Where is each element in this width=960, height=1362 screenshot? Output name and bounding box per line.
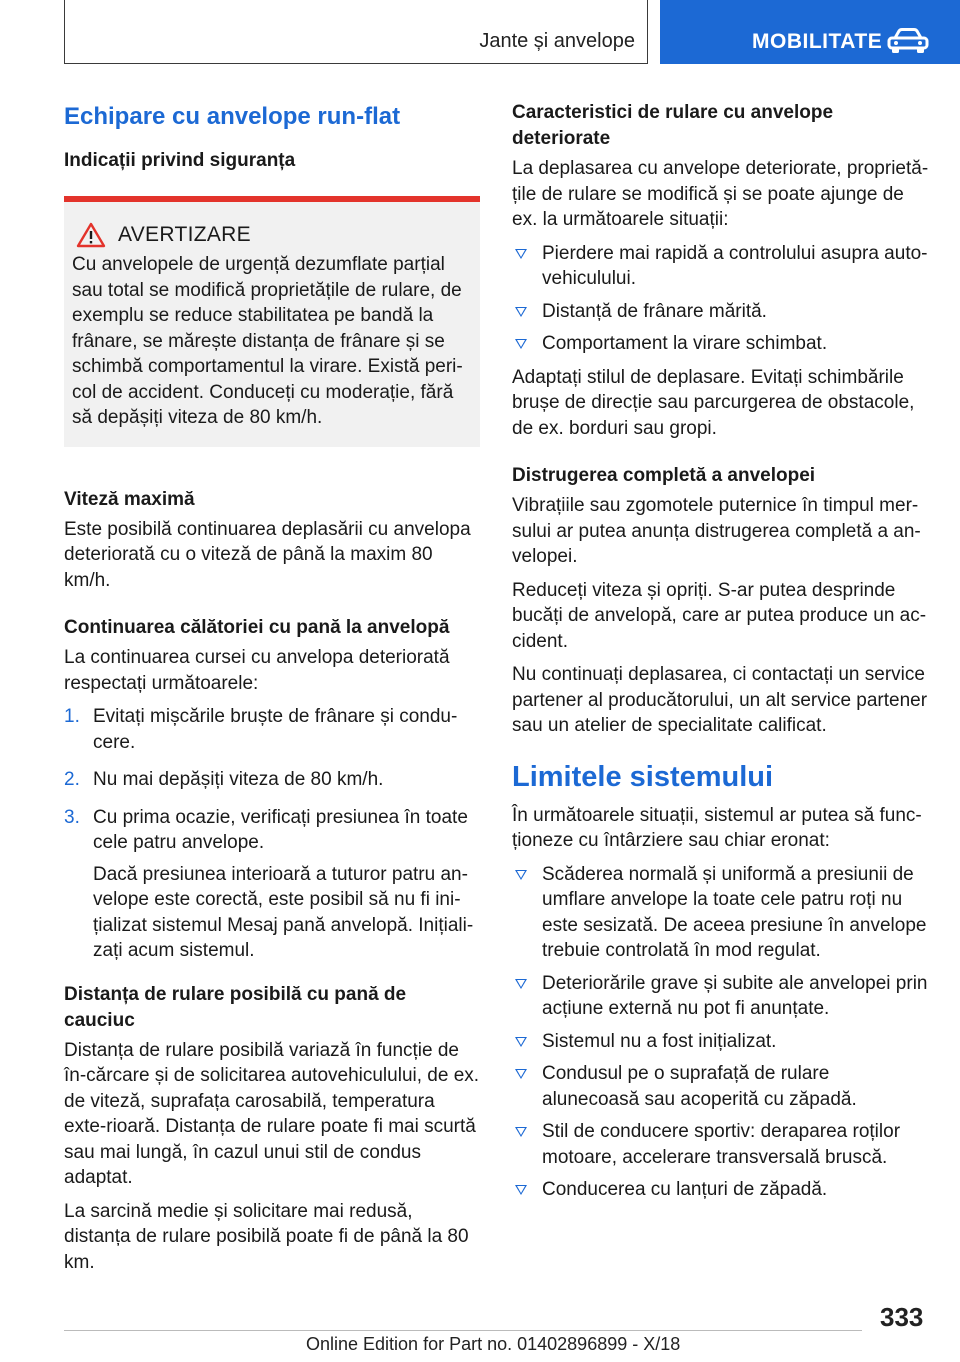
warning-title: AVERTIZARE: [118, 223, 251, 246]
destruction-title: Distrugerea completă a anvelopei: [512, 465, 816, 486]
list-item: Pierdere mai rapidă a controlului asupra auto-vehiculului.: [512, 241, 930, 292]
continue-trip-intro: La continuarea cursei cu anvelopa deteriorată respectați următoarele:: [64, 647, 450, 694]
safety-heading: Indicații privind siguranța: [64, 150, 296, 171]
car-icon: [886, 27, 930, 55]
continue-trip-title: Continuarea călătoriei cu pană la anvelopă: [64, 617, 450, 638]
list-item: Stil de conducere sportiv: deraparea roților motoare, accelerare transversală bruscă.: [512, 1119, 930, 1170]
warning-text: Cu anvelopele de urgență dezumflate parțial sau total se modifică proprietățile de rulare, de exemplu se reduce stabilitatea pe bandă la frânare, se mărește distanța de frânare și se schimbă comportamentul la virare. Există peri-col de accident. Conduceți cu moderație, fără să depășiți viteza de 80 km/h.: [72, 254, 463, 428]
step-text: Nu mai depășiți viteza de 80 km/h.: [93, 769, 384, 790]
list-item: Sistemul nu a fost inițializat.: [512, 1029, 930, 1055]
list-item: Distanță de frânare mărită.: [512, 299, 930, 325]
left-column: [64, 100, 480, 1283]
characteristics-intro: La deplasarea cu anvelope deteriorate, proprietă-țile de rulare se modifică și se poate ajunge de ex. la următoarele situații:: [512, 158, 929, 230]
header-chapter-band: [660, 0, 960, 64]
step-text: Evitați mișcările bruște de frânare și condu-cere.: [93, 706, 458, 753]
bullet-triangle-icon: [512, 862, 542, 964]
warning-triangle-icon: [76, 222, 106, 248]
bullet-triangle-icon: [512, 331, 542, 357]
max-speed-title: Viteză maximă: [64, 488, 195, 510]
step-note: Dacă presiunea interioară a tuturor patru an-velope este corectă, este posibil să nu fi ini-țializat sistemul Mesaj pană anvelopă. Inițiali-zați acum sistemul.: [93, 863, 474, 961]
list-item: [64, 704, 480, 761]
step-number: 2.: [64, 769, 80, 790]
list-item: Deteriorările grave și subite ale anvelopei prin acțiune externă nu pot fi anunțate.: [512, 971, 930, 1022]
characteristics-list: [512, 241, 930, 357]
right-column: [512, 100, 930, 1211]
runflat-heading: Echipare cu anvelope run-flat: [64, 103, 401, 130]
list-item: [64, 767, 480, 799]
bullet-triangle-icon: [512, 1177, 542, 1203]
limits-heading: Limitele sistemului: [512, 760, 774, 793]
bullet-triangle-icon: [512, 1029, 542, 1055]
header-section-box: [64, 0, 648, 64]
destruction-text-3: Nu continuați deplasarea, ci contactați un service partener al producătorului, un alt service partener sau un atelier de specialitate calificat.: [512, 664, 928, 736]
step-number: 1.: [64, 706, 80, 727]
page-number: 333: [880, 1302, 924, 1332]
list-item: Scăderea normală și uniformă a presiunii de umflare anvelope la toate cele patru roți nu este sesizată. De aceea presiune în anvelope trebuie controlată în mod regulat.: [512, 862, 930, 964]
destruction-text-2: Reduceți viteza și opriți. S-ar putea desprinde bucăți de anvelopă, care ar putea produce un ac-cident.: [512, 579, 927, 652]
list-item: [64, 805, 480, 970]
header-section-title: Jante și anvelope: [479, 30, 635, 52]
limits-list: [512, 862, 930, 1203]
max-speed-text: Este posibilă continuarea deplasării cu anvelopa deteriorată cu o viteză de până la maxim 80 km/h.: [64, 518, 471, 591]
list-item: Comportament la virare schimbat.: [512, 331, 930, 357]
bullet-triangle-icon: [512, 1119, 542, 1170]
continue-trip-steps: [64, 704, 480, 970]
step-text: Cu prima ocazie, verificați presiunea în toate cele patru anvelope.: [93, 806, 468, 853]
range-text-2: La sarcină medie și solicitare mai redusă, distanța de rulare posibilă poate fi de până la 80 km.: [64, 1200, 469, 1273]
range-title: Distanța de rulare posibilă cu pană de cauciuc: [64, 983, 407, 1031]
warning-header: [72, 222, 472, 248]
page-header: [0, 0, 960, 66]
warning-box: [64, 196, 480, 447]
footer-divider: [64, 1330, 862, 1331]
range-text-1: Distanța de rulare posibilă variază în funcție de în-cărcare și de solicitarea autovehiculului, de ex. de viteză, suprafața carosabilă, temperatura exte-rioară. Distanța de rulare poate fi mai scurtă sau mai lungă, în cazul unui stil de condus adaptat.: [64, 1039, 480, 1188]
footer-edition: Online Edition for Part no. 01402896899 - X/18: [306, 1334, 681, 1354]
limits-intro: În următoarele situații, sistemul ar putea să func-ționeze cu întârziere sau chiar eronat:: [512, 804, 922, 851]
characteristics-title: Caracteristici de rulare cu anvelope deteriorate: [512, 102, 834, 149]
destruction-text-1: Vibrațiile sau zgomotele puternice în timpul mer-sului ar putea anunța distrugerea completă a an-velopei.: [512, 495, 921, 567]
list-item: Condusul pe o suprafață de rulare alunecoasă sau acoperită cu zăpadă.: [512, 1061, 930, 1112]
characteristics-outro: Adaptați stilul de deplasare. Evitați schimbările brușe de direcție sau parcurgerea de obstacole, de ex. borduri sau gropi.: [512, 366, 915, 439]
list-item: Conducerea cu lanțuri de zăpadă.: [512, 1177, 930, 1203]
bullet-triangle-icon: [512, 299, 542, 325]
bullet-triangle-icon: [512, 241, 542, 292]
header-chapter-label: MOBILITATE: [752, 30, 883, 53]
bullet-triangle-icon: [512, 971, 542, 1022]
step-number: 3.: [64, 806, 80, 828]
bullet-triangle-icon: [512, 1061, 542, 1112]
